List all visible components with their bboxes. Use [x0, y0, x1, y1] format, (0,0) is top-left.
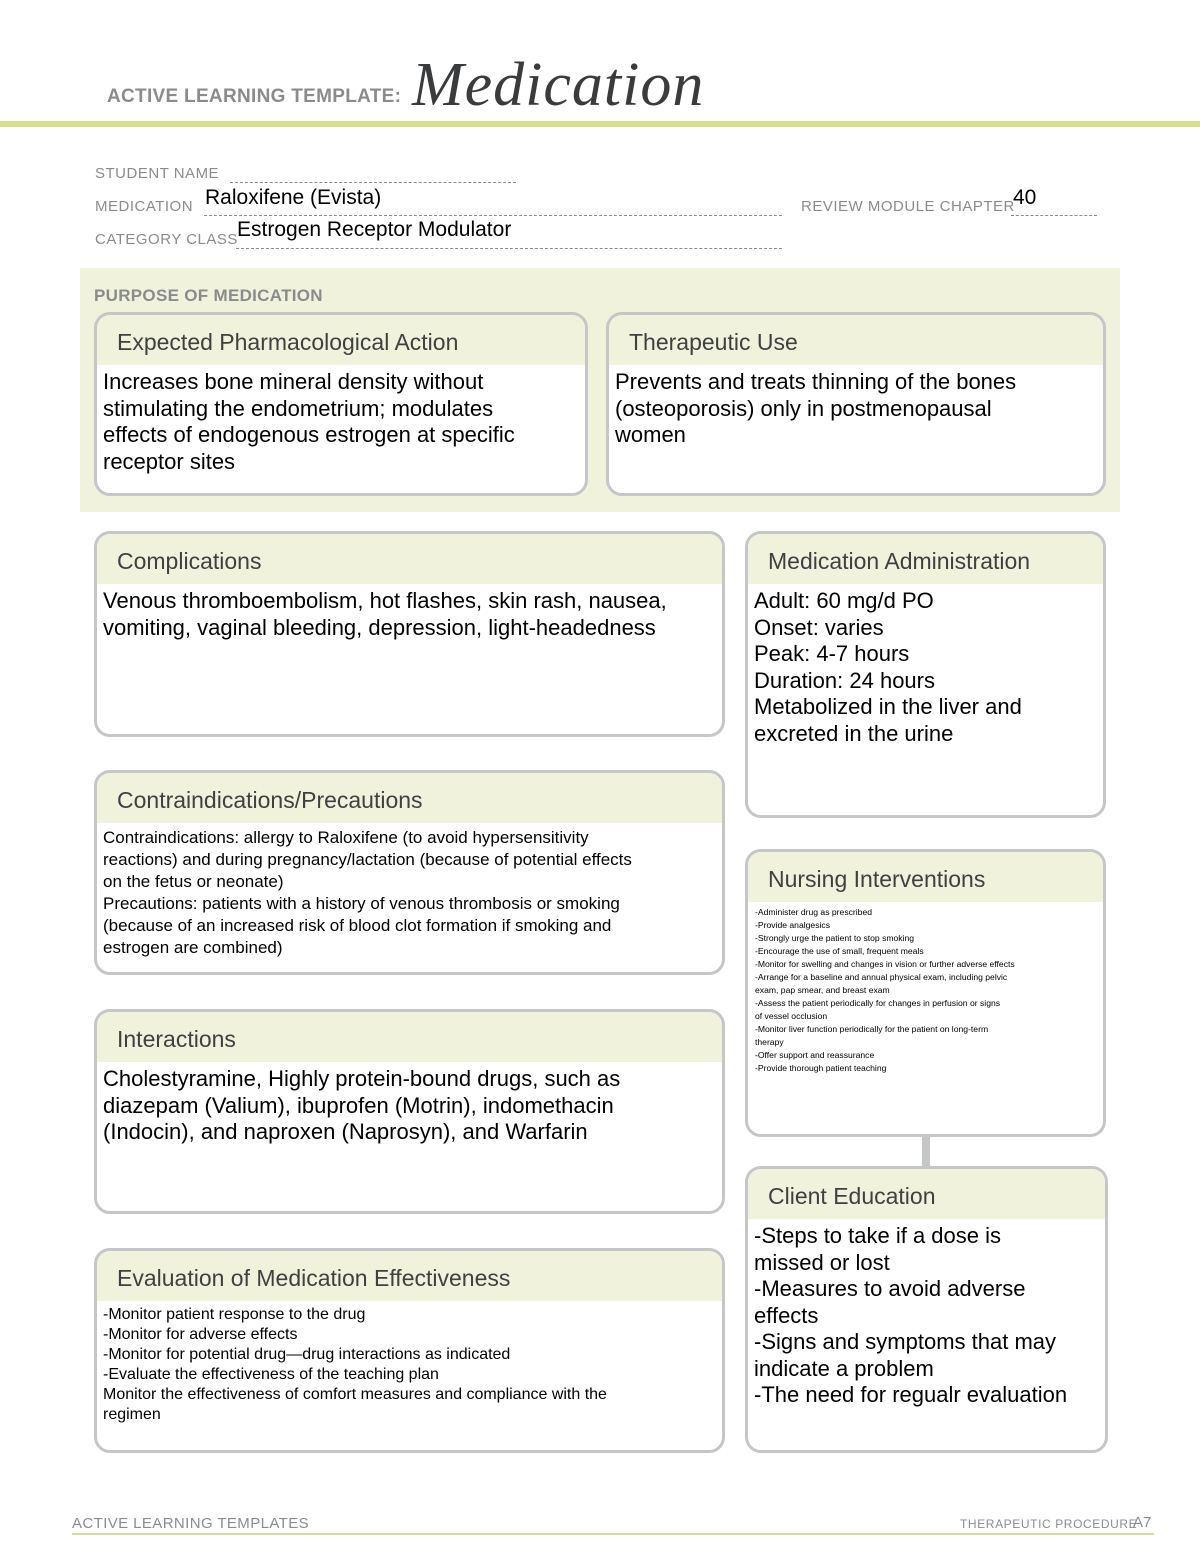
student-name-field[interactable]	[230, 166, 516, 183]
contraindications-card	[94, 770, 725, 975]
text-line: -Monitor liver function periodically for the patient on long-term	[755, 1024, 989, 1034]
text-line: (osteoporosis) only in postmenopausal	[615, 395, 992, 421]
text-line: women	[615, 422, 686, 447]
text-line: -Signs and symptoms that may	[754, 1329, 1057, 1354]
text-line: -Assess the patient periodically for changes in perfusion or signs	[755, 998, 1001, 1008]
text-line: Adult: 60 mg/d PO	[754, 588, 934, 613]
text-line: (Indocin), and naproxen (Naprosyn), and Warfarin	[103, 1119, 588, 1144]
text-line: Onset: varies	[754, 614, 884, 640]
client-education-title: Client Education	[748, 1169, 1105, 1219]
text-line: Venous thromboembolism, hot flashes, skin rash, nausea,	[103, 588, 667, 613]
expected-action-body[interactable]	[97, 365, 585, 475]
text-line: regimen	[103, 1406, 161, 1423]
text-line: stimulating the endometrium; modulates	[103, 395, 494, 421]
text-line: Peak: 4-7 hours	[754, 641, 910, 666]
category-class-label: CATEGORY CLASS	[95, 231, 238, 248]
text-line: -The need for regualr evaluation	[754, 1382, 1068, 1407]
text-line: effects of endogenous estrogen at specific	[103, 422, 515, 447]
client-education-body[interactable]	[748, 1219, 1105, 1409]
template-label: ACTIVE LEARNING TEMPLATE:	[107, 86, 402, 107]
medication-value: Raloxifene (Evista)	[205, 186, 382, 209]
footer-right-label: THERAPEUTIC PROCEDURE	[960, 1517, 1138, 1531]
category-class-value: Estrogen Receptor Modulator	[237, 218, 512, 241]
text-line: -Steps to take if a dose is	[754, 1223, 1002, 1248]
therapeutic-use-title: Therapeutic Use	[609, 315, 1103, 365]
text-line: of vessel occlusion	[755, 1011, 828, 1021]
contraindications-body[interactable]	[97, 823, 722, 959]
complications-card	[94, 531, 725, 737]
purpose-heading: PURPOSE OF MEDICATION	[94, 286, 323, 305]
page-title: Medication	[412, 51, 705, 119]
text-line: -Evaluate the effectiveness of the teaching plan	[103, 1366, 439, 1383]
text-line: -Monitor for adverse effects	[103, 1326, 298, 1343]
text-line: Increases bone mineral density without	[103, 369, 484, 394]
text-line: -Provide analgesics	[755, 920, 830, 930]
administration-card	[745, 531, 1106, 818]
complications-title: Complications	[97, 534, 722, 584]
evaluation-body[interactable]	[97, 1301, 722, 1425]
interactions-card	[94, 1009, 725, 1214]
administration-body[interactable]	[748, 584, 1103, 747]
text-line: Duration: 24 hours	[754, 667, 935, 693]
text-line: -Offer support and reassurance	[755, 1050, 875, 1060]
text-line: vomiting, vaginal bleeding, depression, light-headedness	[103, 614, 656, 640]
text-line: Contraindications: allergy to Raloxifene (to avoid hypersensitivity	[103, 828, 589, 847]
evaluation-title: Evaluation of Medication Effectiveness	[97, 1251, 722, 1301]
text-line: therapy	[755, 1037, 784, 1047]
evaluation-card	[94, 1248, 725, 1453]
text-line: diazepam (Valium), ibuprofen (Motrin), indomethacin	[103, 1092, 614, 1118]
text-line: estrogen are combined)	[103, 938, 283, 957]
text-line: Monitor the effectiveness of comfort measures and compliance with the	[103, 1386, 607, 1403]
text-line: effects	[754, 1302, 819, 1328]
therapeutic-use-body[interactable]	[609, 365, 1103, 449]
text-line: -Monitor for potential drug—drug interactions as indicated	[103, 1346, 511, 1363]
text-line: indicate a problem	[754, 1355, 934, 1381]
nursing-interventions-body[interactable]	[748, 902, 1103, 1075]
interactions-title: Interactions	[97, 1012, 722, 1062]
footer-rule	[72, 1533, 1154, 1535]
interactions-body[interactable]	[97, 1062, 722, 1146]
contraindications-title: Contraindications/Precautions	[97, 773, 722, 823]
text-line: -Arrange for a baseline and annual physical exam, including pelvic	[755, 972, 1008, 982]
review-module-value: 40	[1013, 186, 1037, 209]
nursing-interventions-card	[745, 849, 1106, 1137]
text-line: reactions) and during pregnancy/lactation (because of potential effects	[103, 850, 632, 869]
therapeutic-use-card	[606, 312, 1106, 496]
student-name-label: STUDENT NAME	[95, 165, 220, 182]
nursing-interventions-title: Nursing Interventions	[748, 852, 1103, 902]
text-line: Prevents and treats thinning of the bones	[615, 369, 1017, 394]
text-line: -Provide thorough patient teaching	[755, 1063, 887, 1073]
text-line: Metabolized in the liver and	[754, 694, 1022, 719]
text-line: -Monitor patient response to the drug	[103, 1306, 366, 1323]
text-line: on the fetus or neonate)	[103, 872, 284, 891]
text-line: -Strongly urge the patient to stop smoking	[755, 933, 915, 943]
text-line: exam, pap smear, and breast exam	[755, 985, 890, 995]
text-line: -Encourage the use of small, frequent meals	[755, 946, 924, 956]
review-module-label: REVIEW MODULE CHAPTER	[801, 198, 1015, 215]
text-line: -Measures to avoid adverse	[754, 1276, 1026, 1301]
expected-action-card	[94, 312, 588, 496]
text-line: missed or lost	[754, 1249, 890, 1275]
text-line: Precautions: patients with a history of venous thrombosis or smoking	[103, 894, 620, 913]
medication-label: MEDICATION	[95, 198, 194, 215]
text-line: (because of an increased risk of blood clot formation if smoking and	[103, 916, 612, 935]
footer-page-code: A7	[1133, 1514, 1152, 1531]
text-line: excreted in the urine	[754, 720, 954, 746]
card-connector	[922, 1135, 930, 1167]
expected-action-title: Expected Pharmacological Action	[97, 315, 585, 365]
text-line: -Monitor for swelling and changes in vision or further adverse effects	[755, 959, 1015, 969]
complications-body[interactable]	[97, 584, 722, 641]
text-line: receptor sites	[103, 448, 236, 474]
administration-title: Medication Administration	[748, 534, 1103, 584]
client-education-card	[745, 1166, 1108, 1453]
text-line: Cholestyramine, Highly protein-bound drugs, such as	[103, 1066, 621, 1091]
text-line: -Administer drug as prescribed	[755, 907, 873, 917]
header-rule	[0, 121, 1200, 127]
footer-left-label: ACTIVE LEARNING TEMPLATES	[72, 1515, 309, 1532]
